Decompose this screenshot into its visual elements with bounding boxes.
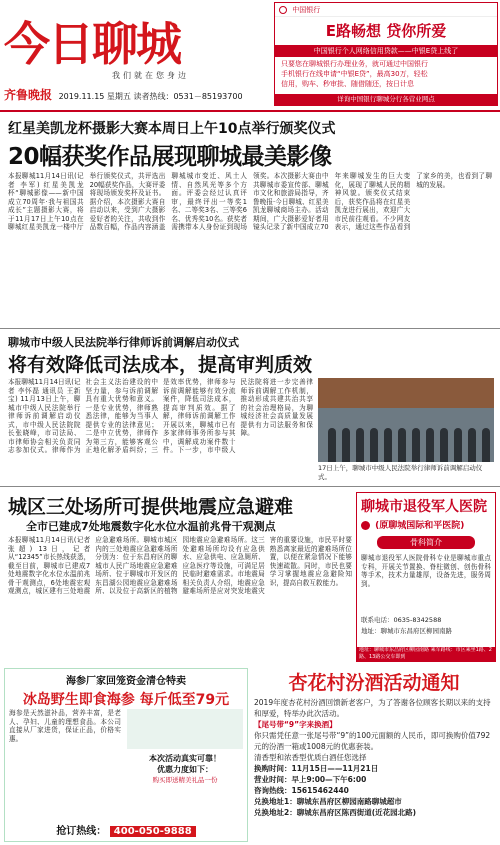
hospital-phone: 联系电话：0635-8342588 [361,616,442,624]
bank-advertisement [274,2,498,106]
hospital-subtitle: (原聊城国际和平医院) [357,516,495,533]
article3-headline: 城区三处场所可提供地震应急避难 [8,496,294,518]
photo-caption: 17日上午，聊城市中级人民法院举行律师诉前调解启动仪式。 [318,464,483,481]
seafood-ad-title: 冰岛野生即食海参 每斤低至79元 [22,692,230,708]
seafood-promo: 本次活动真实可靠！ 优惠力度如下： 购买即送精美礼品一份 [149,754,221,784]
article1-kicker: 红星美凯龙杯摄影大赛本周日上午10点举行颁奖仪式 [8,121,336,137]
hospital-title: 聊城市退役军人医院 [361,499,487,515]
newspaper-logo: 今日聊城 [4,17,180,71]
liquor-notice [252,668,496,842]
article1-body: 本报聊城11月14日讯(记者 李军) 红星美凯龙杯“聊城影像——新中国成立70周年·我与祖国共成长”主题摄影大赛，将于11月17日上午10点在聊城红星美凯龙一楼中厅举行颁奖仪式，共评选出20幅获奖作品，大赛评委将现场颁发奖杯及证书。据介绍，本次摄影大赛自启动以来，受到广大摄影爱好者的关注，共收到作品数百幅，作品内容涵盖聊城城市变迁、风土人情、自然风光等多个方面。评委会经过认真评审，最终评出一等奖1名、二等奖3名、三等奖6名、优秀奖10名。获奖者需携带本人身份证到现场领奖。本次摄影大赛由中共聊城市委宣传部、聊城市文化和旅游局指导，齐鲁晚报·今日聊城、红星美凯龙聊城商场主办。活动期间，广大摄影爱好者用镜头记录了新中国成立70年来聊城发生的巨大变化，展现了聊城人民的精神风貌。颁奖仪式结束后，获奖作品将在红星美凯龙进行展出，欢迎广大市民前往观看。不少网友表示，通过这些作品看到了家乡的美，也看到了聊城的发展。 [8,172,492,231]
liquor-rule: 你只需凭任意一张尾号带“9”的100元面额的人民币，即可换购价值792元的汾酒一箱或1008元的优惠套装。 [254,731,491,751]
liquor-intro: 2019年度杏花村汾酒回馈新老客户，为了答谢各位顾客长期以来的支持和厚爱，特举办此次活动。 [254,698,491,718]
orthopedics-tag: 骨科简介 [377,536,475,549]
exchange-address-1: 兑换地址1：聊城东昌府区柳园南路聊城超市 [254,797,402,806]
slogan: 我们就在您身边 [112,71,189,80]
reader-hotline: 读者热线：0531－85193700 [133,92,243,101]
section-divider [0,486,500,487]
seafood-hotline: 抢订热线： 400-050-9888 [5,822,247,837]
liquor-rule-title: 【尾号带“9”字来换酒】 [254,720,337,729]
liquor-note: 清香型和浓香型优质白酒任您选择 [254,753,367,762]
publication-info [4,86,274,103]
bank-ad-body: 只要您在聊城银行办理业务，就可通过中国银行 手机银行在线申请“中银E贷”，最高30万，轻松 信用，购车、秒审批、随借随还，按日计息 [281,60,428,88]
bank-logo-icon [279,6,287,14]
hospital-footer: 地址：聊城市东昌府区柳园南路 乘车路线：市区乘坐1路、2路、13路公交车即到 [357,647,495,661]
seafood-ad-body: 海参是天然滋补品，营养丰富，是老人、孕妇、儿童的理想食品。本公司直接从厂家进货，保证正品，价格实惠。 [9,709,121,743]
masthead-divider [0,110,500,112]
section-divider [0,328,500,329]
article2-kicker: 聊城市中级人民法院举行律师诉前调解启动仪式 [8,336,239,349]
exchange-time: 换购时间：11月15日——11月21日 [254,764,379,773]
liquor-title: 杏花村汾酒活动通知 [288,672,460,694]
seafood-ad-header: 海参厂家回笼资金清仓特卖 [66,676,186,687]
photo-backdrop [318,378,494,408]
hospital-logo-icon [361,521,370,530]
hospital-address: 地址：聊城市东昌府区柳园南路 [361,627,452,635]
bank-name: 中国银行 [275,3,497,17]
bank-ad-banner: 中国银行个人网络信用贷款——中银E贷上线了 [275,45,497,57]
hospital-body: 聊城市退役军人医院骨科专业是聊城市重点专科，开展关节置换、脊柱微创、创伤骨科等手术，技术力量雄厚，设备先进，服务周到。 [361,554,491,588]
article3-subhead: 全市已建成7处地震数字化水位水温前兆骨干观测点 [26,520,276,533]
article2-body: 本报聊城11月14日讯(记者 李怀磊 通讯员 王新宝) 11月13日上午，聊城市中级人民法院举行律师诉前调解启动仪式，市中级人民法院院长张晓峰，市司法局、市律师协会相关负责同志参加仪式。律师作为社会主义法治建设的中坚力量，参与诉前调解具有重大优势和意义。一是专业优势，律师熟悉法律，能够为当事人提供专业的法律意见；二是中立优势，律师作为第三方，能够客观公正地化解矛盾纠纷；三是效率优势，律师参与诉前调解能够有效分流案件，降低司法成本，提高审判质效。据了解，律师诉前调解工作开展以来，聊城市已有多家律师事务所参与其中，调解成功案件数十件。下一步，市中级人民法院将进一步完善律师诉前调解工作机制，推动形成共建共治共享的社会治理格局，为聊城经济社会高质量发展提供有力司法服务和保障。 [8,378,313,454]
article3-body: 本报聊城11月14日讯(记者 张超) 13日，记者从“12345”市长热线获悉，截至目前，聊城市已建成7处地震数字化水位水温前兆骨干观测点，6处地震宏观观测点，城区建有三处地震应急避难场所。聊城市城区内的三处地震应急避难场所分别为：位于东昌府区的聊城市人民广场地震应急避难场所、位于聊城市开发区的东昌湖公园地震应急避难场所、以及位于高新区的植物园地震应急避难场所。这三处避难场所均设有应急供水、应急供电、应急厕所、应急医疗等设施，可满足居民临时避难需求。市地震局相关负责人介绍，地震应急避难场所是应对突发地震灾害的重要设施，市民平时要熟悉离家最近的避难场所位置，以便在紧急情况下能够快速疏散。同时，市民也要学习掌握地震应急避险知识，提高自救互救能力。 [8,536,352,595]
seafood-advertisement [4,668,248,842]
court-ceremony-photo [318,378,494,462]
exchange-address-2: 兑换地址2：聊城东昌府区陈西街道(近花园北路) [254,808,417,817]
business-hours: 营业时间：早上9:00—下午6:00 [254,775,367,784]
article2-headline: 将有效降低司法成本，提高审判质效 [8,354,313,376]
hospital-advertisement [356,492,496,662]
seafood-product-image [127,709,243,749]
masthead [0,0,500,110]
article1-headline: 20幅获奖作品展现聊城最美影像 [8,144,332,170]
consult-phone: 咨询热线：15615462440 [254,786,349,795]
weekday: 星期五 [106,92,131,101]
issue-date: 2019.11.15 [58,92,105,101]
brand-name: 齐鲁晚报 [4,88,53,102]
bank-ad-footer: 详询中国银行聊城分行各营业网点 [275,94,497,105]
bank-ad-title: E路畅想 贷你所爱 [325,22,447,40]
